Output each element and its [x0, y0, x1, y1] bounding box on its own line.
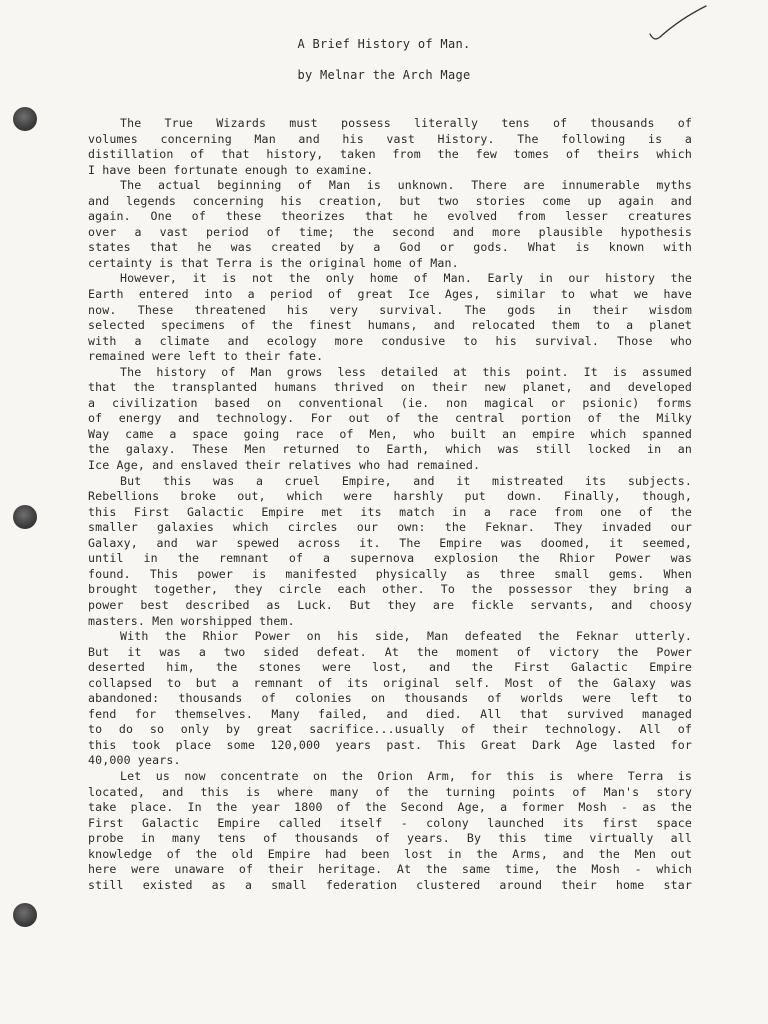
- text-line: of energy and technology. For out of the central portion of the Milky: [88, 411, 692, 426]
- text-line: Galaxy, and war spewed across it. The Empire was doomed, it seemed,: [88, 535, 692, 550]
- text-line: now. These threatened his very survival. The gods in their wisdom: [88, 302, 692, 317]
- text-line: volumes concerning Man and his vast History. The following is a: [88, 131, 692, 146]
- text-line: found. This power is manifested physically as three small gems. When: [88, 566, 692, 581]
- text-line: brought together, they circle each other. To the possessor they bring a: [88, 582, 692, 597]
- text-line: However, it is not the only home of Man. Early in our history the: [120, 271, 692, 286]
- text-line: But it was a two sided defeat. At the moment of victory the Power: [88, 644, 692, 659]
- text-line: knowledge of the old Empire had been lost in the Arms, and the Men out: [88, 846, 692, 861]
- text-line: certainty is that Terra is the original home of Man.: [88, 255, 459, 270]
- text-line: Way came a space going race of Men, who built an empire which spanned: [88, 426, 692, 441]
- document-title: A Brief History of Man.: [297, 37, 471, 51]
- text-line: smaller galaxies which circles our own: the Feknar. They invaded our: [88, 520, 692, 535]
- text-line: power best described as Luck. But they are fickle servants, and choosy: [88, 597, 692, 612]
- text-line: that the transplanted humans thrived on their new planet, and developed: [88, 380, 692, 395]
- text-line: to do so only by great sacrifice...usually of their technology. All of: [88, 722, 692, 737]
- text-line: Let us now concentrate on the Orion Arm, for this is where Terra is: [120, 768, 692, 783]
- text-line: this First Galactic Empire met its match in a race from one of the: [88, 504, 692, 519]
- text-line: 40,000 years.: [88, 753, 181, 768]
- text-line: Earth entered into a period of great Ice Ages, similar to what we have: [88, 287, 692, 302]
- text-line: With the Rhior Power on his side, Man defeated the Feknar utterly.: [120, 629, 692, 644]
- text-line: But this was a cruel Empire, and it mistreated its subjects.: [120, 473, 692, 488]
- text-line: distillation of that history, taken from the few tomes of theirs which: [88, 147, 692, 162]
- text-line: I have been fortunate enough to examine.: [88, 162, 374, 177]
- text-line: states that he was created by a God or gods. What is known with: [88, 240, 692, 255]
- text-line: until in the remnant of a supernova explosion the Rhior Power was: [88, 551, 692, 566]
- punch-hole-icon: [13, 107, 37, 131]
- text-line: probe in many tens of thousands of years. By this time virtually all: [88, 831, 692, 846]
- punch-hole-icon: [13, 903, 37, 927]
- punch-hole-icon: [13, 505, 37, 529]
- text-line: over a vast period of time; the second and more plausible hypothesis: [88, 224, 692, 239]
- text-line: with a climate and ecology more condusive to his survival. Those who: [88, 333, 692, 348]
- text-line: located, and this is where many of the turning points of Man's story: [88, 784, 692, 799]
- text-line: abandoned: thousands of colonies on thousands of worlds were left to: [88, 691, 692, 706]
- text-line: First Galactic Empire called itself - colony launched its first space: [88, 815, 692, 830]
- text-line: here were unaware of their heritage. At the same time, the Mosh - which: [88, 862, 692, 877]
- text-line: remained were left to their fate.: [88, 349, 324, 364]
- text-line: collapsed to but a remnant of its original self. Most of the Galaxy was: [88, 675, 692, 690]
- text-line: The actual beginning of Man is unknown. There are innumerable myths: [120, 178, 692, 193]
- text-line: selected specimens of the finest humans, and relocated them to a planet: [88, 318, 692, 333]
- text-line: The True Wizards must possess literally tens of thousands of: [120, 116, 692, 130]
- text-line: fend for themselves. Many failed, and died. All that survived managed: [88, 706, 692, 721]
- document-byline: by Melnar the Arch Mage: [297, 68, 471, 82]
- text-line: deserted him, the stones were lost, and the First Galactic Empire: [88, 660, 692, 675]
- text-line: a civilization based on conventional (ie. non magical or psionic) forms: [88, 395, 692, 410]
- text-line: this took place some 120,000 years past. This Great Dark Age lasted for: [88, 737, 692, 752]
- text-line: still existed as a small federation clustered around their home star: [88, 877, 692, 892]
- text-line: Ice Age, and enslaved their relatives who had remained.: [88, 458, 481, 473]
- text-line: take place. In the year 1800 of the Second Age, a former Mosh - as the: [88, 800, 692, 815]
- text-line: again. One of these theorizes that he evolved from lesser creatures: [88, 209, 692, 224]
- text-line: the galaxy. These Men returned to Earth, which was still locked in an: [88, 442, 692, 457]
- text-line: Rebellions broke out, which were harshly put down. Finally, though,: [88, 489, 692, 504]
- text-line: The history of Man grows less detailed at this point. It is assumed: [120, 364, 692, 379]
- text-line: masters. Men worshipped them.: [88, 613, 295, 628]
- document-body: [88, 116, 692, 893]
- text-line: and legends concerning his creation, but two stories come up again and: [88, 193, 692, 208]
